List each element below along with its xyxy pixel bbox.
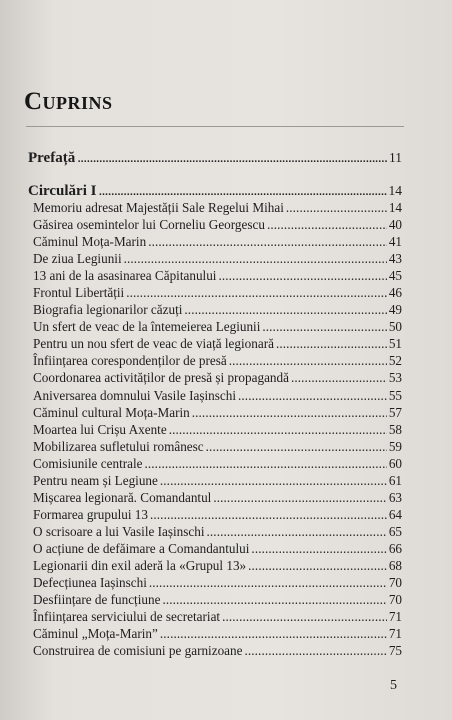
toc-entry-label: 13 ani de la asasinarea Căpitanului	[33, 268, 217, 283]
toc-entry-page: 64	[388, 507, 402, 522]
toc-leader-dots	[192, 405, 387, 421]
title-rule	[26, 126, 404, 127]
toc-entry-label: Pentru un nou sfert de veac de viață legionară	[33, 336, 274, 351]
toc-entry-label: Circulări I	[28, 183, 97, 199]
toc-leader-dots	[160, 626, 387, 642]
toc-entry-page: 55	[388, 388, 402, 403]
toc-entry-label: Găsirea osemintelor lui Corneliu Georgescu	[33, 217, 265, 232]
toc-entry-page: 70	[388, 592, 402, 607]
toc-entry	[33, 507, 402, 523]
toc-entry-page: 75	[388, 643, 402, 658]
toc-entry-page: 71	[388, 626, 402, 641]
toc-entry	[33, 336, 402, 352]
toc-entry	[33, 524, 402, 540]
toc-leader-dots	[124, 251, 387, 267]
toc-leader-dots	[267, 217, 387, 233]
toc-entry-label: Frontul Libertății	[33, 285, 125, 300]
toc-entry-label: O scrisoare a lui Vasile Iașinschi	[33, 524, 205, 539]
toc-entry-page: 49	[388, 302, 402, 317]
toc-leader-dots	[206, 439, 387, 455]
toc-leader-dots	[126, 285, 387, 301]
toc-entry-label: Prefață	[28, 150, 76, 166]
toc-leader-dots	[213, 490, 386, 506]
toc-leader-dots	[244, 643, 386, 659]
toc-entry-label: Defecțiunea Iașinschi	[33, 575, 147, 590]
toc-leader-dots	[160, 473, 387, 489]
toc-entry	[33, 388, 402, 404]
toc-entry-page: 50	[388, 319, 402, 334]
toc-entry-page: 59	[388, 439, 402, 454]
toc-entry-page: 45	[388, 268, 402, 283]
toc-entry-label: Aniversarea domnului Vasile Iașinschi	[33, 388, 237, 403]
toc-entry-page: 66	[388, 541, 402, 556]
toc-entry-page: 11	[389, 150, 402, 165]
toc-entry	[33, 217, 402, 233]
toc-leader-dots	[77, 150, 387, 167]
toc-entry-page: 70	[388, 575, 402, 590]
toc-entry-page: 51	[388, 336, 402, 351]
toc-entry-label: Biografia legionarilor căzuți	[33, 302, 183, 317]
toc-entry-label: Înființarea corespondenților de presă	[33, 353, 227, 368]
toc-entry	[33, 319, 402, 335]
toc-entry	[33, 302, 402, 318]
toc-entry-label: Căminul „Moța-Marin”	[33, 626, 158, 641]
toc-leader-dots	[207, 524, 387, 540]
toc-leader-dots	[291, 370, 387, 386]
toc-entry	[33, 405, 402, 421]
toc-entry-page: 53	[388, 370, 402, 385]
toc-entry	[33, 575, 402, 591]
toc-entry-page: 61	[388, 473, 402, 488]
toc-leader-dots	[148, 234, 387, 250]
toc-entry	[33, 456, 402, 472]
toc-entry	[33, 473, 402, 489]
toc-entry-page: 68	[388, 558, 402, 573]
toc-entry	[33, 285, 402, 301]
toc-entry	[33, 609, 402, 625]
toc-entry	[33, 200, 402, 216]
toc-leader-dots	[162, 592, 386, 608]
toc-entry	[33, 643, 402, 659]
toc-entry-label: Înființarea serviciului de secretariat	[33, 609, 221, 624]
toc-entry-label: Coordonarea activităților de presă și propagandă	[33, 370, 289, 385]
toc-entry-label: Legionarii din exil aderă la «Grupul 13»	[33, 558, 247, 573]
toc-entry-page: 40	[388, 217, 402, 232]
toc-entry-label: Construirea de comisiuni pe garnizoane	[33, 643, 243, 658]
toc-entry-page: 14	[388, 200, 402, 215]
toc-entry-label: De ziua Legiunii	[33, 251, 122, 266]
toc-leader-dots	[229, 353, 387, 369]
toc-entry-label: O acțiune de defăimare a Comandantului	[33, 541, 250, 556]
toc-leader-dots	[98, 183, 386, 200]
toc-entry-label: Un sfert de veac de la întemeierea Legiunii	[33, 319, 261, 334]
toc-entry-label: Memoriu adresat Majestății Sale Regelui Mihai	[33, 200, 284, 215]
toc-section-entry	[28, 183, 402, 200]
toc-entry-label: Pentru neam și Legiune	[33, 473, 158, 488]
toc-entry-page: 65	[388, 524, 402, 539]
toc-entry-page: 52	[388, 353, 402, 368]
toc-entry-page: 60	[388, 456, 402, 471]
toc-leader-dots	[145, 456, 387, 472]
toc-entry	[33, 558, 402, 574]
page-title: Cuprins	[24, 88, 113, 115]
toc-leader-dots	[248, 558, 387, 574]
toc-entry	[33, 251, 402, 267]
toc-entry-page: 58	[388, 422, 402, 437]
toc-entry	[33, 541, 402, 557]
toc-entry-page: 63	[388, 490, 402, 505]
toc-entry	[33, 592, 402, 608]
page-number: 5	[390, 678, 397, 693]
toc-entry-label: Moartea lui Crișu Axente	[33, 422, 167, 437]
toc-entry-page: 41	[388, 234, 402, 249]
toc-leader-dots	[238, 388, 387, 404]
toc-leader-dots	[150, 507, 387, 523]
toc-leader-dots	[184, 302, 386, 318]
toc-entry	[33, 439, 402, 455]
toc-entry	[33, 268, 402, 284]
toc-entry-page: 46	[388, 285, 402, 300]
toc-entry-label: Căminul cultural Moța-Marin	[33, 405, 190, 420]
toc-entry-page: 14	[388, 183, 402, 198]
toc-entry-label: Comisiunile centrale	[33, 456, 143, 471]
toc-leader-dots	[251, 541, 386, 557]
toc-entry-label: Formarea grupului 13	[33, 507, 148, 522]
toc-leader-dots	[169, 422, 387, 438]
toc-leader-dots	[262, 319, 386, 335]
toc-leader-dots	[218, 268, 386, 284]
toc-entry-page: 71	[388, 609, 402, 624]
toc-entry-label: Desființare de funcțiune	[33, 592, 161, 607]
toc-entry	[33, 234, 402, 250]
toc-entry-label: Căminul Moța-Marin	[33, 234, 147, 249]
toc-leader-dots	[286, 200, 387, 216]
toc-leader-dots	[222, 609, 387, 625]
toc-entry-page: 43	[388, 251, 402, 266]
toc-entry-page: 57	[388, 405, 402, 420]
toc-entry	[33, 422, 402, 438]
toc-entry	[33, 626, 402, 642]
toc-leader-dots	[149, 575, 387, 591]
toc-entry	[33, 370, 402, 386]
toc-entry	[33, 490, 402, 506]
toc-entry	[33, 353, 402, 369]
toc-leader-dots	[276, 336, 387, 352]
toc-entry-label: Mobilizarea sufletului românesc	[33, 439, 204, 454]
toc-entry-label: Mișcarea legionară. Comandantul	[33, 490, 212, 505]
toc-section-entry	[28, 150, 402, 167]
